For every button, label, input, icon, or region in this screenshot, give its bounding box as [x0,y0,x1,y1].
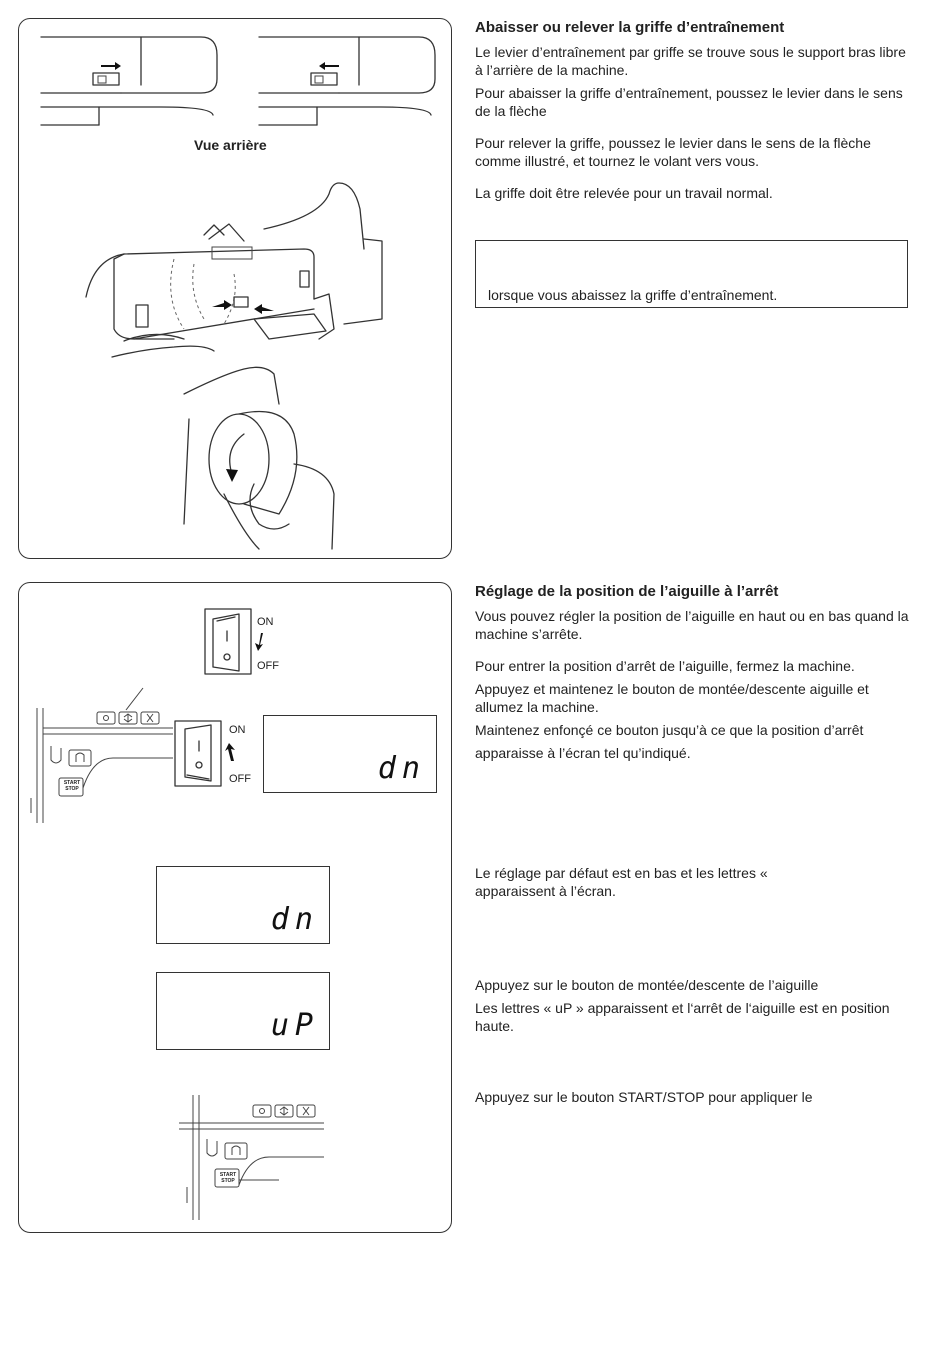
apply-setting-text [475,1088,915,1106]
lcd-display-2-text: dn [270,902,319,937]
section-needle-stop-text [475,583,915,762]
lcd-display-3-text: uP [270,1008,319,1043]
lcd-display-3 [156,972,330,1050]
section-feed-dog-title: Abaisser ou relever la griffe d’entraînement [475,19,785,36]
rear-view-lever-down-illustration [41,35,221,145]
stop-label: STOP [221,1178,235,1184]
paragraph: apparaisse à l’écran tel qu’indiqué. [475,745,691,761]
paragraph: Le réglage par défaut est en bas et les lettres « [475,865,768,881]
figure-panel-feed-dog [18,18,452,559]
note-box [475,240,908,308]
paragraph: Le levier d’entraînement par griffe se trouve sous le support bras libre à l’arrière de la machine. [475,44,906,78]
start-stop-button-label [217,1172,239,1184]
note-text: lorsque vous abaissez la griffe d’entraînement. [488,287,778,303]
section-needle-stop-title: Réglage de la position de l’aiguille à l’arrêt [475,583,779,600]
start-stop-button-label [61,780,83,792]
rear-view-caption: Vue arrière [194,137,267,153]
button-panel-illustration [23,688,183,828]
paragraph: apparaissent à l’écran. [475,883,616,899]
paragraph: Appuyez et maintenez le bouton de montée/descente aiguille et allumez la machine. [475,681,869,715]
paragraph: Appuyez sur le bouton de montée/descente de l’aiguille [475,977,819,993]
paragraph: Maintenez enfonçé ce bouton jusqu’à ce que la position d’arrêt [475,722,864,738]
switch-off-label: OFF [257,660,279,672]
free-arm-lever-illustration [64,179,404,369]
rear-view-lever-up-illustration [259,35,439,145]
switch-on-label: ON [257,616,274,628]
paragraph: Appuyez sur le bouton START/STOP pour appliquer le [475,1089,813,1105]
section-feed-dog-text [475,19,915,202]
handwheel-illustration [164,364,364,554]
figure-panel-needle-stop [18,582,452,1233]
paragraph: La griffe doit être relevée pour un travail normal. [475,185,773,201]
paragraph: Les lettres « uP » apparaissent et l‘arrêt de l‘aiguille est en position haute. [475,1000,890,1034]
start-label: START [63,780,81,786]
paragraph: Pour entrer la position d’arrêt de l’aiguille, fermez la machine. [475,658,855,674]
lcd-display-1-text: dn [377,751,426,786]
paragraph: Pour abaisser la griffe d’entraînement, poussez le levier dans le sens de la flèche [475,85,903,119]
switch-on-label: ON [229,724,246,736]
start-label: START [219,1172,237,1178]
paragraph: Vous pouvez régler la position de l’aiguille en haut ou en bas quand la machine s’arrête. [475,608,909,642]
lcd-display-1 [263,715,437,793]
switch-off-label: OFF [229,773,251,785]
paragraph: Pour relever la griffe, poussez le levier dans le sens de la flèche comme illustré, et tournez le volant vers vous. [475,135,871,169]
lcd-display-2 [156,866,330,944]
default-setting-text [475,864,915,900]
button-panel-start-stop-illustration [179,1095,339,1225]
stop-label: STOP [65,786,79,792]
up-setting-text [475,976,915,1035]
